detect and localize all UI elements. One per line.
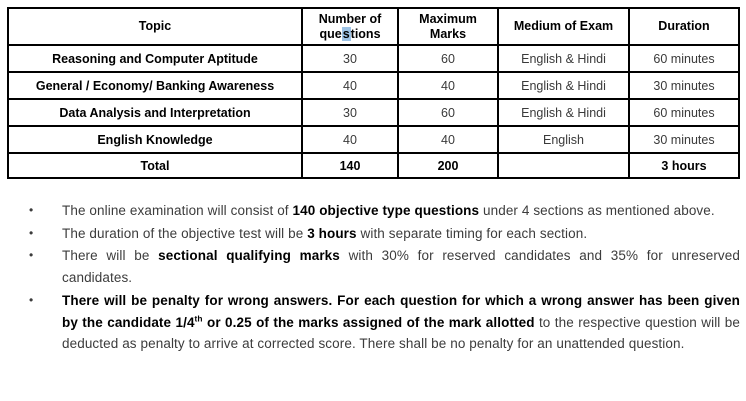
header-questions-line2-post: tions bbox=[350, 26, 381, 41]
cell-marks: 60 bbox=[398, 45, 498, 72]
cell-topic: English Knowledge bbox=[8, 126, 302, 153]
cell-medium: English & Hindi bbox=[498, 99, 629, 126]
text-segment: The duration of the objective test will be bbox=[62, 225, 308, 241]
table-row bbox=[8, 45, 739, 72]
cell-total-label: Total bbox=[8, 153, 302, 178]
cell-medium: English & Hindi bbox=[498, 72, 629, 99]
cell-questions: 40 bbox=[302, 126, 398, 153]
table-header-row bbox=[8, 8, 739, 45]
exam-pattern-table bbox=[7, 7, 740, 179]
cell-total-questions: 140 bbox=[302, 153, 398, 178]
note-text bbox=[62, 223, 740, 245]
text-segment: There will be bbox=[62, 248, 159, 264]
note-text bbox=[62, 290, 740, 355]
note-text bbox=[62, 245, 740, 288]
note-text bbox=[62, 200, 740, 222]
list-item bbox=[29, 245, 740, 288]
text-segment: under 4 sections as mentioned above. bbox=[479, 203, 715, 218]
text-segment-bold: 140 objective type questions bbox=[292, 203, 480, 218]
cell-topic: General / Economy/ Banking Awareness bbox=[8, 72, 302, 99]
table-row bbox=[8, 99, 739, 126]
text-segment-bold: sectional qualifying marks bbox=[158, 248, 340, 264]
ordinal-suffix: th bbox=[194, 313, 203, 324]
list-item bbox=[29, 290, 740, 355]
header-questions-line2-pre: que bbox=[319, 26, 342, 41]
text-segment-bold: or 0.25 of the marks assigned of the mark allotted bbox=[202, 314, 535, 330]
cell-duration: 60 minutes bbox=[629, 99, 739, 126]
cell-medium: English & Hindi bbox=[498, 45, 629, 72]
text-segment: The online examination will consist of bbox=[62, 203, 293, 218]
list-item bbox=[29, 200, 740, 222]
cell-total-marks: 200 bbox=[398, 153, 498, 178]
bullet-icon: • bbox=[29, 203, 34, 217]
header-maximum-marks: Maximum Marks bbox=[398, 8, 498, 45]
table-row bbox=[8, 126, 739, 153]
text-segment-bold bbox=[195, 315, 203, 330]
cell-duration: 60 minutes bbox=[629, 45, 739, 72]
text-segment: to the respective question will be deducted as penalty to arrive at corrected score. There shall be no penalty for an unattended question. bbox=[62, 314, 740, 352]
bullet-icon: • bbox=[29, 225, 34, 240]
cell-duration: 30 minutes bbox=[629, 126, 739, 153]
header-medium-of-exam: Medium of Exam bbox=[498, 8, 629, 45]
notes-list bbox=[7, 200, 740, 355]
cell-marks: 40 bbox=[398, 72, 498, 99]
header-topic: Topic bbox=[8, 8, 302, 45]
text-segment-bold: There will be penalty for wrong answers. For each question for which a wrong answer has been given by the candidate 1/4 bbox=[62, 292, 740, 330]
bullet-icon: • bbox=[29, 292, 34, 307]
text-segment: with separate timing for each section. bbox=[356, 225, 588, 241]
cell-marks: 40 bbox=[398, 126, 498, 153]
cell-topic: Data Analysis and Interpretation bbox=[8, 99, 302, 126]
cell-questions: 30 bbox=[302, 99, 398, 126]
cell-questions: 40 bbox=[302, 72, 398, 99]
list-item bbox=[29, 223, 740, 245]
cell-medium: English bbox=[498, 126, 629, 153]
header-duration: Duration bbox=[629, 8, 739, 45]
header-questions-line1: Number of bbox=[318, 11, 382, 26]
cell-total-medium bbox=[498, 153, 629, 178]
selection-highlight: s bbox=[342, 26, 350, 41]
text-segment-bold: 3 hours bbox=[307, 225, 357, 241]
text-segment: with 30% for reserved candidates and 35% for unreserved candidates. bbox=[62, 248, 740, 286]
table-row bbox=[8, 72, 739, 99]
header-number-of-questions bbox=[302, 8, 398, 45]
cell-questions: 30 bbox=[302, 45, 398, 72]
cell-total-duration: 3 hours bbox=[629, 153, 739, 178]
cell-duration: 30 minutes bbox=[629, 72, 739, 99]
table-total-row bbox=[8, 153, 739, 178]
cell-topic: Reasoning and Computer Aptitude bbox=[8, 45, 302, 72]
bullet-icon: • bbox=[29, 248, 34, 263]
cell-marks: 60 bbox=[398, 99, 498, 126]
